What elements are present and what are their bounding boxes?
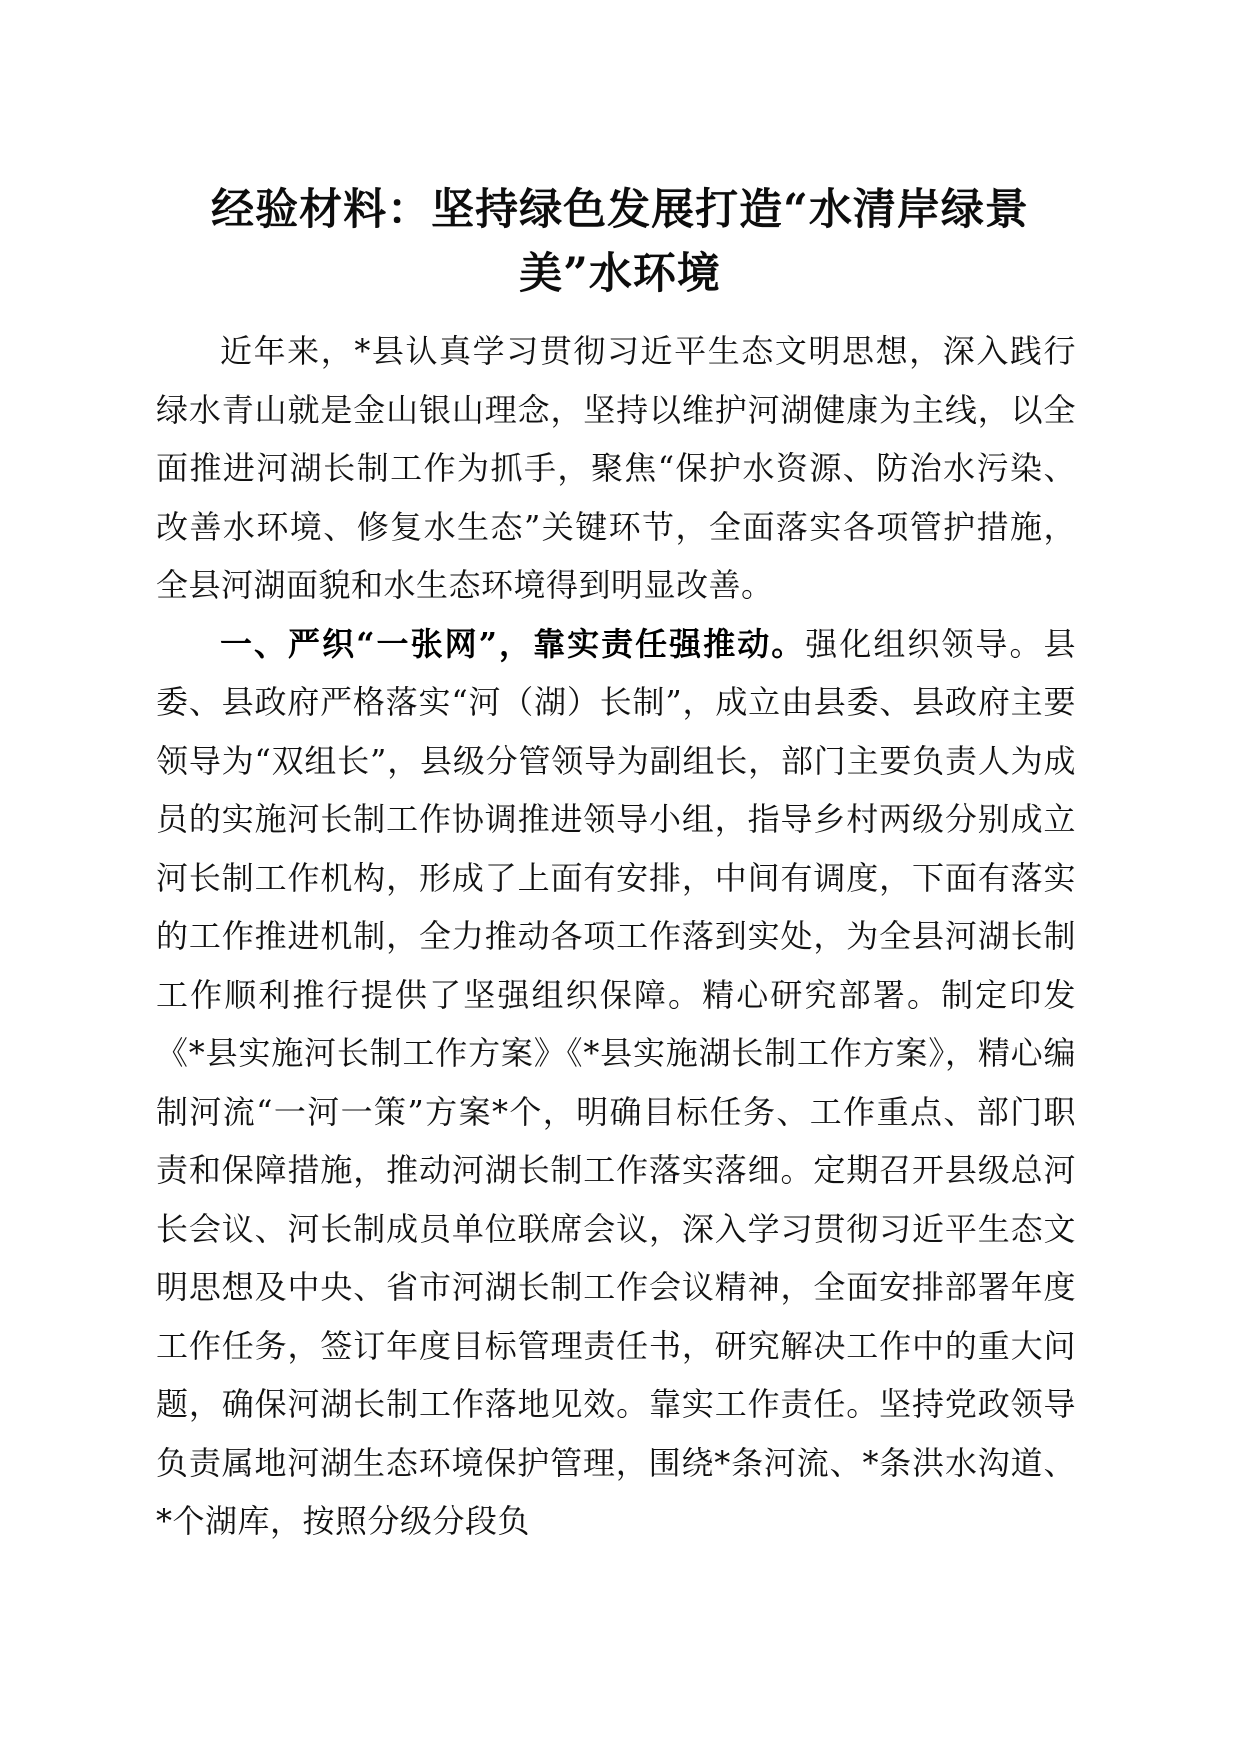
section-1-heading: 一、严织“一张网”，靠实责任强推动。 bbox=[220, 624, 806, 663]
intro-paragraph: 近年来，*县认真学习贯彻习近平生态文明思想，深入践行绿水青山就是金山银山理念，坚持以维护河湖健康为主线，以全面推进河湖长制工作为抓手，聚焦“保护水资源、防治水污染、改善水环境、修复水生态”关键环节，全面落实各项管护措施，全县河湖面貌和水生态环境得到明显改善。 bbox=[156, 332, 1076, 604]
document-body bbox=[156, 322, 1076, 1551]
document-title bbox=[150, 178, 1090, 306]
title-line-2: 美”水环境 bbox=[519, 249, 721, 299]
title-line-1: 经验材料：坚持绿色发展打造“水清岸绿景 bbox=[211, 185, 1029, 235]
section-1-paragraph bbox=[156, 615, 1076, 1551]
section-1-body: 强化组织领导。县委、县政府严格落实“河（湖）长制”，成立由县委、县政府主要领导为“双组长”，县级分管领导为副组长，部门主要负责人为成员的实施河长制工作协调推进领导小组，指导乡村两级分别成立河长制工作机构，形成了上面有安排，中间有调度，下面有落实的工作推进机制，全力推动各项工作落到实处，为全县河湖长制工作顺利推行提供了坚强组织保障。精心研究部署。制定印发《*县实施河长制工作方案》《*县实施湖长制工作方案》，精心编制河流“一河一策”方案*个，明确目标任务、工作重点、部门职责和保障措施，推动河湖长制工作落实落细。定期召开县级总河长会议、河长制成员单位联席会议，深入学习贯彻习近平生态文明思想及中央、省市河湖长制工作会议精神，全面安排部署年度工作任务，签订年度目标管理责任书，研究解决工作中的重大问题，确保河湖长制工作落地见效。靠实工作责任。坚持党政领导负责属地河湖生态环境保护管理，围绕*条河流、*条洪水沟道、*个湖库，按照分级分段负 bbox=[156, 624, 1076, 1540]
